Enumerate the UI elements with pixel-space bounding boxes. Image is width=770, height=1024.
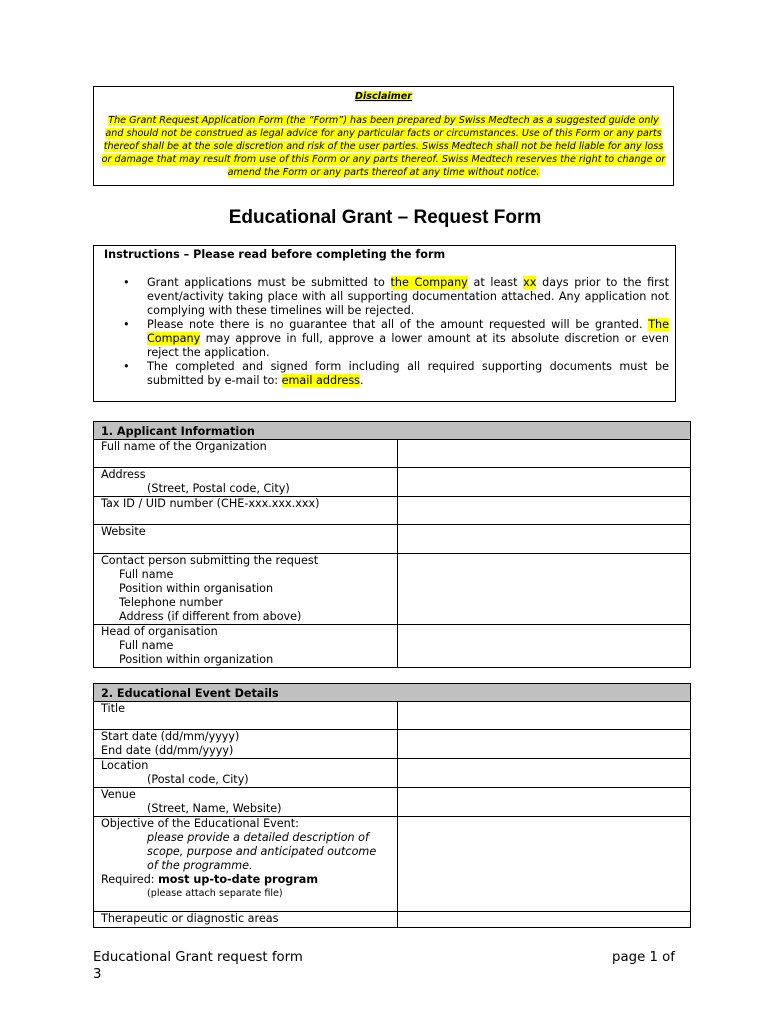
label-subitem: Full name xyxy=(119,639,174,652)
instructions-box xyxy=(93,245,676,402)
therapeutic-areas-field[interactable] xyxy=(398,912,691,928)
label-text: Head of organisation xyxy=(101,625,218,638)
label-text: Venue xyxy=(101,788,136,801)
instructions-list xyxy=(94,276,669,388)
field-label-website xyxy=(94,525,398,554)
label-text: Contact person submitting the request xyxy=(101,554,319,567)
page-title: Educational Grant – Request Form xyxy=(228,207,542,228)
disclaimer-box xyxy=(93,86,674,186)
instruction-text: days prior to the first event/activity taking place with all supporting documentation attached. Any application not complying with these timelines will be rejected. xyxy=(147,276,669,317)
footer-page-total: 3 xyxy=(93,967,102,982)
company-placeholder: The Company xyxy=(147,318,669,345)
instruction-text: at least xyxy=(467,276,524,289)
label-text: Tax ID / UID number (CHE-xxx.xxx.xxx) xyxy=(101,497,320,510)
label-text: Location xyxy=(101,759,149,772)
section-heading: 2. Educational Event Details xyxy=(94,684,691,702)
field-label-dates xyxy=(94,730,398,759)
field-label-contact-person xyxy=(94,554,398,625)
required-note xyxy=(101,873,397,887)
venue-field[interactable] xyxy=(398,788,691,817)
required-label: Required: xyxy=(101,873,159,886)
instruction-item-submission xyxy=(147,360,669,388)
field-label-objective xyxy=(94,817,398,912)
field-label-head-of-organisation xyxy=(94,625,398,668)
event-title-field[interactable] xyxy=(398,702,691,730)
disclaimer-heading: Disclaimer xyxy=(355,91,412,102)
label-text: Objective of the Educational Event: xyxy=(101,817,299,830)
label-hint: of the programme. xyxy=(147,859,253,872)
applicant-information-table xyxy=(93,421,691,668)
instruction-text: Please note there is no guarantee that all of the amount requested will be granted. xyxy=(147,318,649,331)
instruction-text: may approve in full, approve a lower amount at its absolute discretion or even reject the application. xyxy=(147,332,669,359)
footer-document-name: Educational Grant request form xyxy=(93,950,303,965)
instruction-text: The completed and signed form including all required supporting documents must be submitted by e-mail to: xyxy=(147,360,669,387)
contact-person-field[interactable] xyxy=(398,554,691,625)
organization-name-field[interactable] xyxy=(398,440,691,468)
field-label-therapeutic-areas xyxy=(94,912,398,928)
label-text: Start date (dd/mm/yyyy) xyxy=(101,730,240,743)
label-subitem: Position within organisation xyxy=(119,582,274,595)
label-text: Full name of the Organization xyxy=(101,440,267,453)
field-label-tax-id xyxy=(94,497,398,525)
location-field[interactable] xyxy=(398,759,691,788)
objective-field[interactable] xyxy=(398,817,691,912)
label-hint: please provide a detailed description of xyxy=(147,831,369,844)
label-hint: scope, purpose and anticipated outcome xyxy=(147,845,377,858)
label-text: Address xyxy=(101,468,146,481)
educational-event-details-table xyxy=(93,683,691,928)
disclaimer-text: The Grant Request Application Form (the “Form”) has been prepared by Swiss Medtech as a suggested guide only and should not be construed as legal advice for any particular facts or circumstances. Use of this Form or any parts thereof shall be at the sole discretion and risk of the user parties. Swiss Medtech shall not be held liable for any loss or damage that may result from use of this Form or any parts thereof. Swiss Medtech reserves the right to change or amend the Form or any parts thereof at any time without notice. xyxy=(101,115,666,178)
label-text: Website xyxy=(101,525,146,538)
address-field[interactable] xyxy=(398,468,691,497)
instructions-heading: Instructions – Please read before completing the form xyxy=(104,248,446,261)
instruction-item-deadline xyxy=(147,276,669,318)
label-subitem: Telephone number xyxy=(119,596,224,609)
field-label-title xyxy=(94,702,398,730)
company-placeholder: the Company xyxy=(390,276,468,289)
field-label-venue xyxy=(94,788,398,817)
label-hint: (Street, Postal code, City) xyxy=(147,482,290,495)
label-text: Therapeutic or diagnostic areas xyxy=(101,912,279,925)
label-subitem: Full name xyxy=(119,568,174,581)
field-label-organization xyxy=(94,440,398,468)
label-hint: (Postal code, City) xyxy=(147,773,249,786)
section-heading: 1. Applicant Information xyxy=(94,422,691,440)
instruction-text: Grant applications must be submitted to xyxy=(147,276,391,289)
label-text: Title xyxy=(101,702,125,715)
days-placeholder: xx xyxy=(523,276,537,289)
label-subitem: Position within organization xyxy=(119,653,274,666)
required-value: most up-to-date program xyxy=(158,873,318,886)
label-text: End date (dd/mm/yyyy) xyxy=(101,744,234,757)
attach-note: (please attach separate file) xyxy=(147,888,283,899)
page-footer xyxy=(93,949,675,983)
instruction-text: . xyxy=(360,374,364,387)
head-of-organisation-field[interactable] xyxy=(398,625,691,668)
footer-page-number: page 1 of xyxy=(612,950,675,965)
tax-id-field[interactable] xyxy=(398,497,691,525)
label-hint: (Street, Name, Website) xyxy=(147,802,282,815)
field-label-location xyxy=(94,759,398,788)
field-label-address xyxy=(94,468,398,497)
email-placeholder: email address xyxy=(281,374,360,387)
label-subitem: Address (if different from above) xyxy=(119,610,302,623)
website-field[interactable] xyxy=(398,525,691,554)
event-dates-field[interactable] xyxy=(398,730,691,759)
instruction-item-guarantee xyxy=(147,318,669,360)
